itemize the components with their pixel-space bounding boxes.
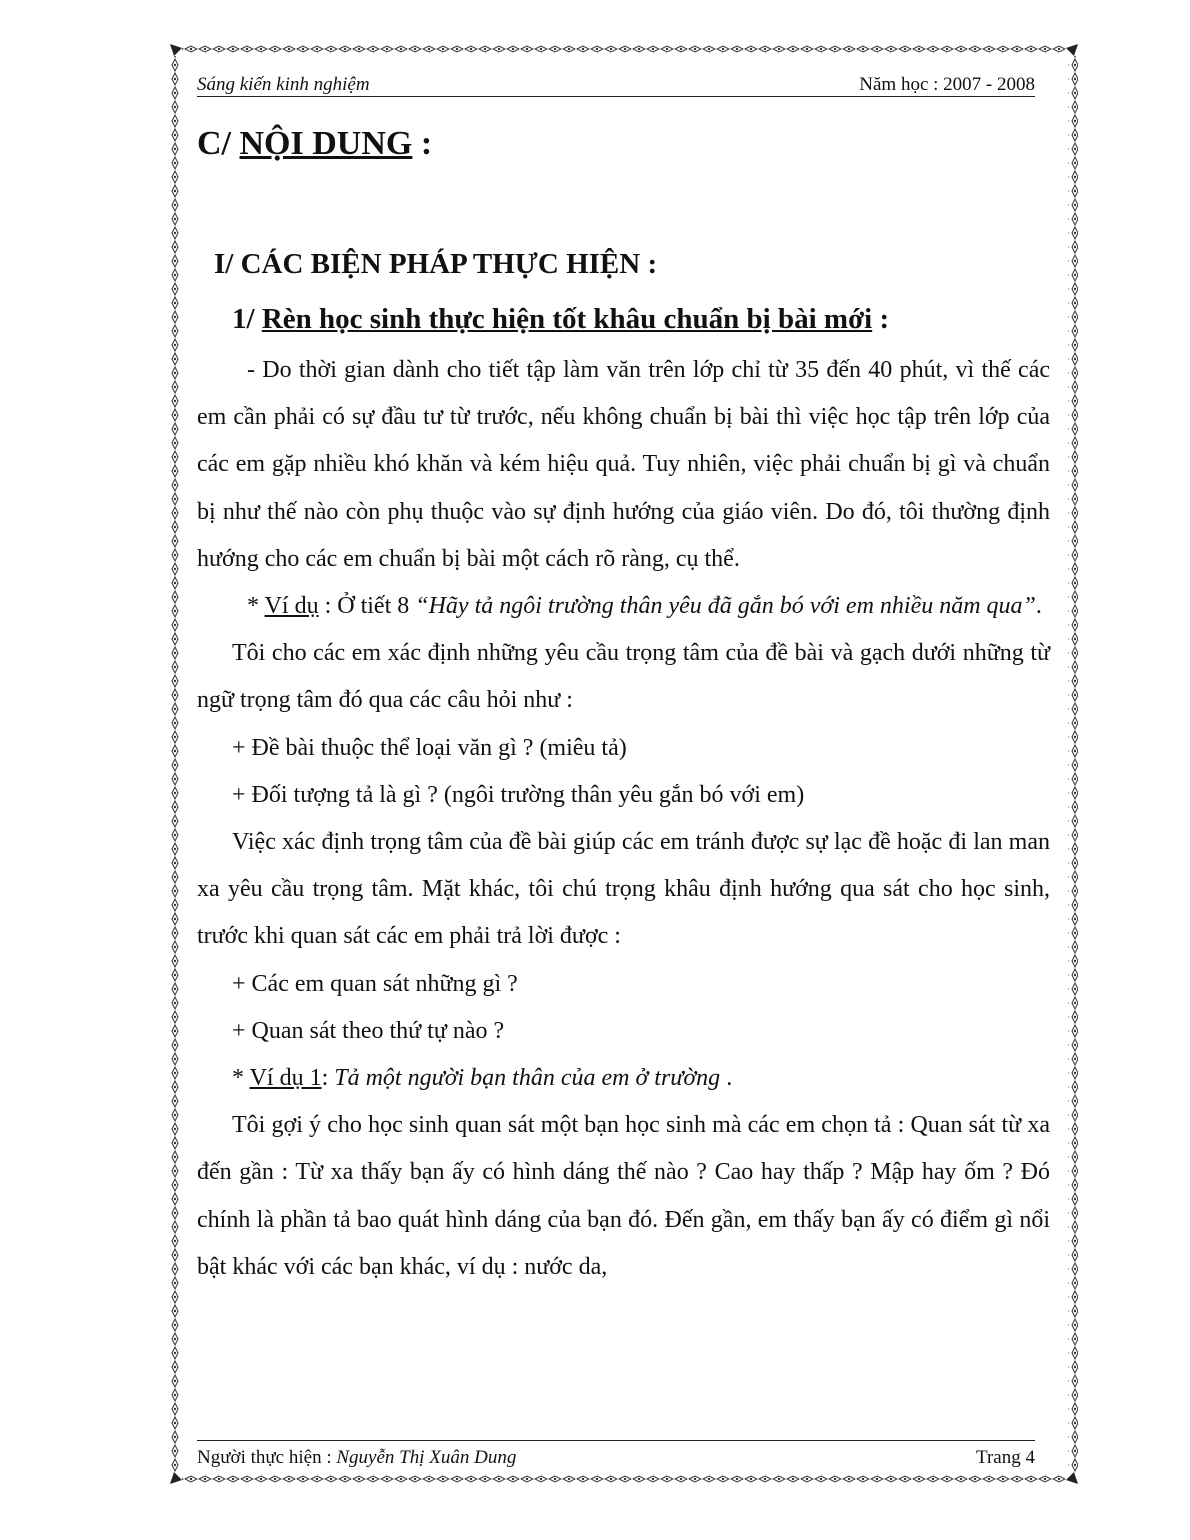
paragraph: Việc xác định trọng tâm của đề bài giúp các em tránh được sự lạc đề hoặc đi lan man xa yêu cầu trọng tâm. Mặt khác, tôi chú trọng khâu định hướng qua sát cho học sinh, trước khi quan sát các em phải trả lời được :	[197, 829, 1050, 950]
example-paragraph: * Ví dụ : Ở tiết 8 “Hãy tả ngôi trường thân yêu đã gắn bó với em nhiều năm qua”.	[247, 593, 1042, 620]
page-header	[197, 74, 1035, 97]
example-label: Ví dụ	[264, 593, 319, 620]
footer-author-label: Người thực hiện :	[197, 1447, 337, 1468]
question-item: + Các em quan sát những gì ?	[232, 970, 518, 997]
page-footer	[197, 1440, 1035, 1469]
page-number: Trang 4	[976, 1447, 1035, 1468]
body-text	[197, 347, 1050, 1291]
chapter-title-main: NỘI DUNG	[239, 125, 413, 162]
chapter-title: C/ NỘI DUNG :	[197, 125, 433, 162]
paragraph: Tôi gợi ý cho học sinh quan sát một bạn học sinh mà các em chọn tả : Quan sát từ xa đến gần : Từ xa thấy bạn ấy có hình dáng thế nào ? Cao hay thấp ? Mập hay ốm ? Đó chính là phần tả bao quát hình dáng của bạn đó. Đến gần, em thấy bạn ấy có điểm gì nổi bật khác với các bạn khác, ví dụ : nước da,	[197, 1112, 1050, 1280]
section-heading: I/ CÁC BIỆN PHÁP THỰC HIỆN :	[214, 248, 658, 280]
question-item: + Đối tượng tả là gì ? (ngôi trường thân yêu gắn bó với em)	[232, 781, 805, 808]
paragraph: - Do thời gian dành cho tiết tập làm văn trên lớp chỉ từ 35 đến 40 phút, vì thế các em cần phải có sự đầu tư từ trước, nếu không chuẩn bị bài thì việc học tập trên lớp của các em gặp nhiều khó khăn và kém hiệu quả. Tuy nhiên, việc phải chuẩn bị gì và chuẩn bị như thế nào còn phụ thuộc vào sự định hướng của giáo viên. Do đó, tôi thường định hướng cho các em chuẩn bị bài một cách rõ ràng, cụ thể.	[197, 357, 1050, 572]
subsection-heading: 1/ Rèn học sinh thực hiện tốt khâu chuẩn bị bài mới :	[232, 303, 890, 335]
example-label: Ví dụ 1	[249, 1065, 322, 1092]
question-item: + Quan sát theo thứ tự nào ?	[232, 1017, 505, 1044]
paragraph: Tôi cho các em xác định những yêu cầu trọng tâm của đề bài và gạch dưới những từ ngữ trọng tâm đó qua các câu hỏi như :	[197, 640, 1050, 714]
header-doc-type: Sáng kiến kinh nghiệm	[197, 74, 370, 95]
example-paragraph: * Ví dụ 1: Tả một người bạn thân của em ở trường .	[232, 1065, 733, 1092]
header-school-year: Năm học : 2007 - 2008	[859, 74, 1035, 95]
example-quote: “Hãy tả ngôi trường thân yêu đã gắn bó với em nhiều năm qua”	[415, 593, 1036, 620]
question-item: + Đề bài thuộc thể loại văn gì ? (miêu tả)	[232, 734, 627, 761]
example-topic: Tả một người bạn thân của em ở trường	[334, 1065, 721, 1092]
footer-author-name: Nguyễn Thị Xuân Dung	[336, 1447, 517, 1468]
subsection-heading-main: Rèn học sinh thực hiện tốt khâu chuẩn bị bài mới	[261, 303, 873, 335]
